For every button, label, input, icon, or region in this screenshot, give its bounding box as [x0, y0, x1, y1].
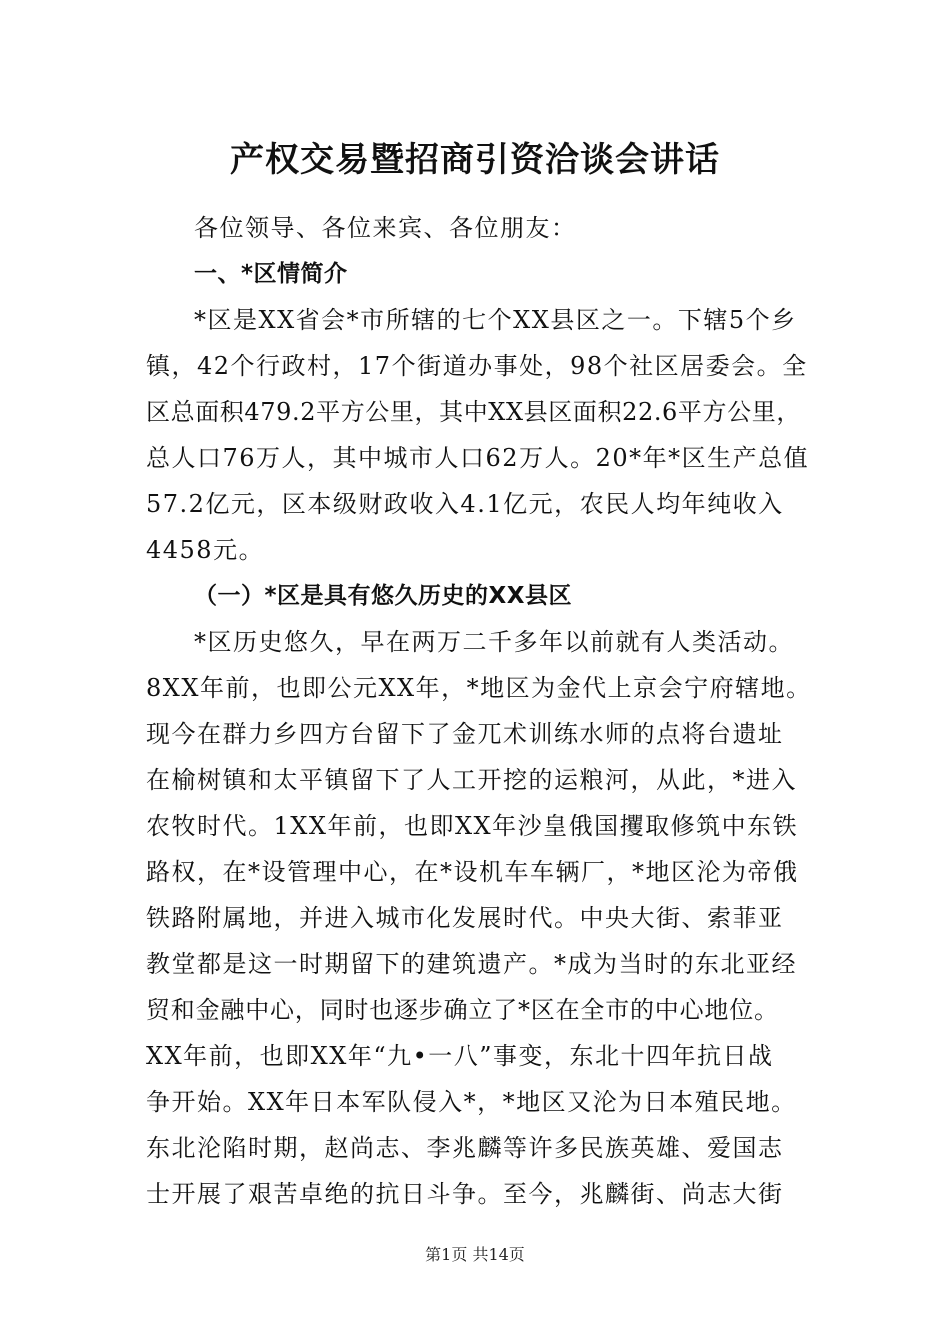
paragraph-history — [146, 619, 810, 1217]
paragraph-line: 4458元。 — [146, 536, 265, 564]
paragraph-line: 8XX年前，也即公元XX年，*地区为金代上京会宁府辖地。 — [146, 674, 812, 702]
paragraph-line: 区总面积479.2平方公里，其中XX县区面积22.6平方公里， — [146, 398, 801, 426]
paragraph-line: 路权，在*设管理中心，在*设机车车辆厂，*地区沦为帝俄 — [146, 858, 799, 886]
paragraph-line: 现今在群力乡四方台留下了金兀术训练水师的点将台遗址 — [146, 720, 784, 748]
document-title: 产权交易暨招商引资洽谈会讲话 — [230, 140, 720, 180]
paragraph-intro — [146, 297, 810, 573]
page-number-footer: 第1页 共14页 — [425, 1245, 525, 1264]
greeting-line: 各位领导、各位来宾、各位朋友： — [194, 214, 577, 242]
paragraph-line: *区历史悠久，早在两万二千多年以前就有人类活动。 — [194, 628, 794, 656]
paragraph-line: 贸和金融中心，同时也逐步确立了*区在全市的中心地位。 — [146, 996, 779, 1024]
paragraph-line: 教堂都是这一时期留下的建筑遗产。*成为当时的东北亚经 — [146, 950, 797, 978]
paragraph-line: 57.2亿元，区本级财政收入4.1亿元，农民人均年纯收入 — [146, 490, 784, 518]
paragraph-line: 农牧时代。1XX年前，也即XX年沙皇俄国攫取修筑中东铁 — [146, 812, 799, 840]
section-heading: 一、*区情简介 — [194, 261, 348, 287]
paragraph-line: XX年前，也即XX年“九•一八”事变，东北十四年抗日战 — [146, 1042, 774, 1070]
paragraph-line: 总人口76万人，其中城市人口62万人。20*年*区生产总值 — [146, 444, 810, 472]
paragraph-line: 铁路附属地，并进入城市化发展时代。中央大街、索菲亚 — [146, 904, 784, 932]
paragraph-line: 士开展了艰苦卓绝的抗日斗争。至今，兆麟街、尚志大街 — [146, 1180, 784, 1208]
paragraph-line: 争开始。XX年日本军队侵入*，*地区又沦为日本殖民地。 — [146, 1088, 797, 1116]
subsection-heading: （一）*区是具有悠久历史的XX县区 — [194, 583, 572, 609]
paragraph-line: 在榆树镇和太平镇留下了人工开挖的运粮河，从此，*进入 — [146, 766, 797, 794]
paragraph-line: 镇，42个行政村，17个街道办事处，98个社区居委会。全 — [146, 352, 808, 380]
paragraph-line: *区是XX省会*市所辖的七个XX县区之一。下辖5个乡 — [194, 306, 797, 334]
paragraph-line: 东北沦陷时期，赵尚志、李兆麟等许多民族英雄、爱国志 — [146, 1134, 784, 1162]
document-body — [146, 205, 810, 1217]
